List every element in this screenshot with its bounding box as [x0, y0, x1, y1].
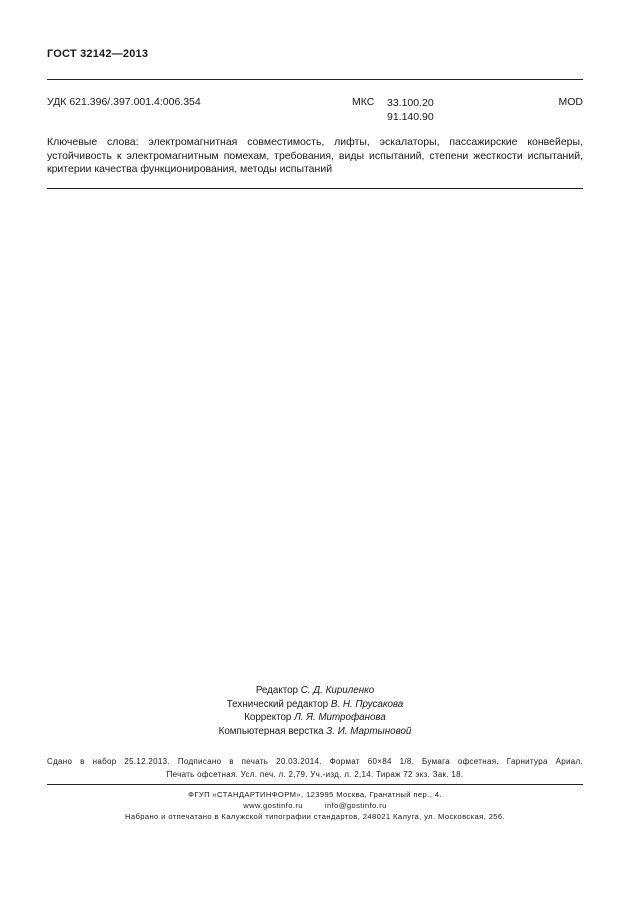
credit-line-editor: Редактор С. Д. Кириленко [255, 685, 375, 696]
print-info-line: Сдано в набор 25.12.2013. Подписано в печать 20.03.2014. Формат 60×84 1/8. Бумага офсетная. Гарнитура Ариал. [47, 757, 583, 766]
mod-label: MOD [558, 96, 583, 108]
mks-code: 33.100.20 [387, 97, 434, 109]
email-link[interactable]: info@gostinfo.ru [324, 801, 387, 810]
mks-label: МКС [352, 96, 375, 108]
standard-number: ГОСТ 32142—2013 [47, 48, 149, 60]
publisher-rule [47, 784, 583, 785]
printing-house: Набрано и отпечатано в Калужской типографии стандартов, 248021 Калуга, ул. Московская, 256. [124, 812, 506, 821]
credit-line-layout: Компьютерная верстка З. И. Мартыновой [218, 725, 412, 737]
publisher-contacts [47, 800, 583, 811]
header-rule [47, 79, 583, 80]
publisher-block [47, 789, 583, 822]
keywords-paragraph: Ключевые слова: электромагнитная совместимость, лифты, эскалаторы, пассажирские конвейеры, устойчивость к электромагнитным помехам, требования, виды испытаний, степени жесткости испытаний, критерии качества функционирования, методы испытаний [47, 136, 583, 175]
website-link[interactable]: www.gostinfo.ru [243, 801, 303, 810]
credit-line-tech-editor: Технический редактор В. Н. Прусакова [226, 698, 404, 710]
print-info [47, 756, 583, 781]
udk-code: УДК 621.396/.397.001.4:006.354 [47, 96, 201, 108]
keywords-rule [47, 188, 583, 189]
credits-block [170, 684, 460, 738]
mks-codes [387, 96, 434, 124]
print-info-line: Печать офсетная. Усл. печ. л. 2,79. Уч.-изд. л. 2,14. Тираж 72 экз. Зак. 18. [166, 769, 464, 779]
mks-code: 91.140.90 [387, 111, 434, 123]
publisher-address: ФГУП «СТАНДАРТИНФОРМ», 123995 Москва, Гранатный пер., 4. [188, 790, 442, 799]
credit-line-corrector: Корректор Л. Я. Митрофанова [244, 712, 386, 723]
